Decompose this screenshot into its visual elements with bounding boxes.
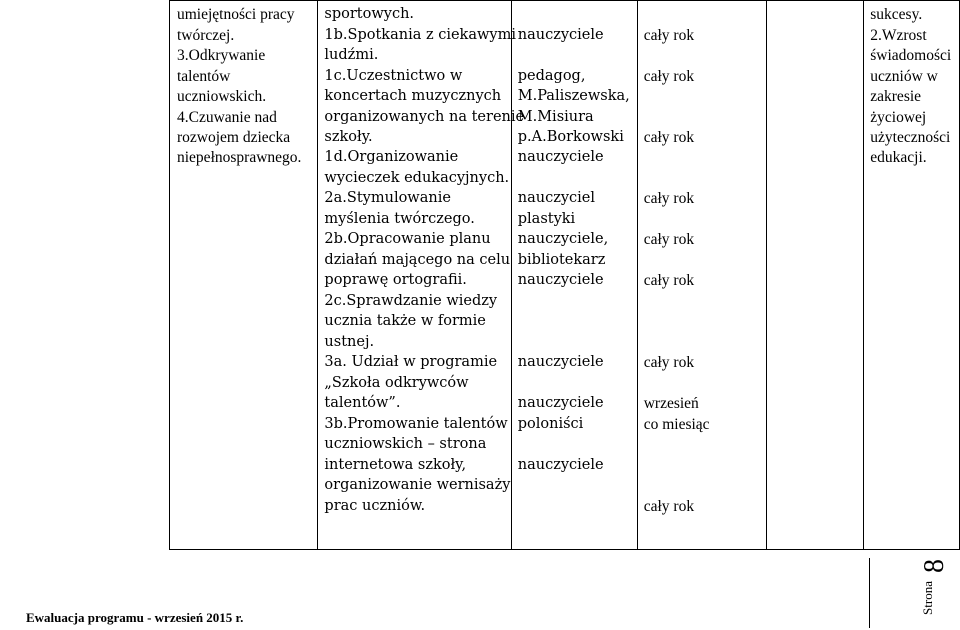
cell-line: internetowa szkoły, <box>324 457 467 473</box>
cell-line: uczniów w <box>870 68 938 85</box>
cell-line: rozwojem dziecka <box>177 129 291 146</box>
cell-line: cały rok <box>643 272 695 289</box>
cell-line: edukacji. <box>870 149 927 166</box>
cell-line: cały rok <box>643 129 695 146</box>
cell-line: 2c.Sprawdzanie wiedzy <box>324 293 498 309</box>
cell-line: cały rok <box>643 231 695 248</box>
plan-table <box>169 0 960 550</box>
cell-line: nauczyciele <box>517 149 604 165</box>
cell-line: prac uczniów. <box>324 498 426 514</box>
cell-line: umiejętności pracy <box>177 6 295 23</box>
footer-divider <box>869 558 870 628</box>
cell-line: wrzesień <box>643 395 699 412</box>
cell-line: życiowej <box>870 109 927 126</box>
cell-line: nauczyciele, <box>517 231 609 247</box>
cell-line: 1d.Organizowanie <box>324 149 459 165</box>
cell-line: nauczyciele <box>517 272 604 288</box>
cell-line: M.Paliszewska, <box>517 88 630 104</box>
cell-line: 3a. Udział w programie <box>324 354 498 370</box>
cell-line: 2.Wzrost <box>870 27 927 44</box>
cell-line: 3.Odkrywanie <box>177 47 266 64</box>
cell-line: świadomości <box>870 47 952 64</box>
cell-line: nauczyciele <box>517 395 604 411</box>
cell-line: organizowanie wernisaży <box>324 477 511 493</box>
cell-line: cały rok <box>643 354 695 371</box>
page-number: 8 <box>919 559 950 573</box>
cell-line: poloniści <box>517 416 584 432</box>
footer-title: Ewaluacja programu - wrzesień 2015 r. <box>26 610 244 625</box>
cell-line: nauczyciele <box>517 27 604 43</box>
cell-line: wycieczek edukacyjnych. <box>324 170 510 186</box>
page-number-block <box>919 559 960 630</box>
cell-line: co miesiąc <box>643 416 710 433</box>
cell-line: działań mającego na celu <box>324 252 511 268</box>
cell-line: bibliotekarz <box>517 252 606 268</box>
cell-line: 2a.Stymulowanie <box>324 190 451 206</box>
empty-cell <box>766 1 864 550</box>
responsible-cell <box>511 1 637 550</box>
cell-line: ludźmi. <box>324 47 379 63</box>
cell-line: niepełnosprawnego. <box>177 149 302 166</box>
cell-line: cały rok <box>643 68 695 85</box>
cell-line: koncertach muzycznych <box>324 88 502 104</box>
cell-line: uczniowskich. <box>177 88 267 105</box>
cell-line: organizowanych na terenie <box>324 109 525 125</box>
cell-line: nauczyciel <box>517 190 596 206</box>
cell-line: zakresie <box>870 88 922 105</box>
cell-line: użyteczności <box>870 129 951 146</box>
cell-line: talentów <box>177 68 231 85</box>
cell-line: pedagog, <box>517 68 586 84</box>
cell-line: cały rok <box>643 27 695 44</box>
table-row <box>170 1 960 550</box>
cell-line: uczniowskich – strona <box>324 436 487 452</box>
cell-line: „Szkoła odkrywców <box>324 375 469 391</box>
cell-line: poprawę ortografii. <box>324 272 467 288</box>
cell-line: 3b.Promowanie talentów <box>324 416 508 432</box>
tasks-cell <box>318 1 525 550</box>
cell-line: 1b.Spotkania z ciekawymi <box>324 27 516 43</box>
cell-line: ustnej. <box>324 334 375 350</box>
cell-line: cały rok <box>643 498 695 515</box>
cell-line: 2b.Opracowanie planu <box>324 231 491 247</box>
cell-line: sukcesy. <box>870 6 923 23</box>
cell-line: sportowych. <box>324 6 415 22</box>
cell-line: 1c.Uczestnictwo w <box>324 68 463 84</box>
effects-cell <box>864 1 960 550</box>
cell-line: 4.Czuwanie nad <box>177 109 277 126</box>
cell-line: p.A.Borkowski <box>517 129 624 145</box>
deadline-cell <box>637 1 766 550</box>
cell-line: ucznia także w formie <box>324 313 486 329</box>
goals-cell <box>170 1 318 550</box>
cell-line: M.Misiura <box>517 109 594 125</box>
cell-line: plastyki <box>517 211 576 227</box>
cell-line: nauczyciele <box>517 354 604 370</box>
cell-line: talentów”. <box>324 395 401 411</box>
cell-line: twórczej. <box>177 27 235 44</box>
cell-line: cały rok <box>643 190 695 207</box>
page-label: Strona <box>919 581 935 615</box>
cell-line: myślenia twórczego. <box>324 211 475 227</box>
cell-line: szkoły. <box>324 129 373 145</box>
cell-line: nauczyciele <box>517 457 604 473</box>
